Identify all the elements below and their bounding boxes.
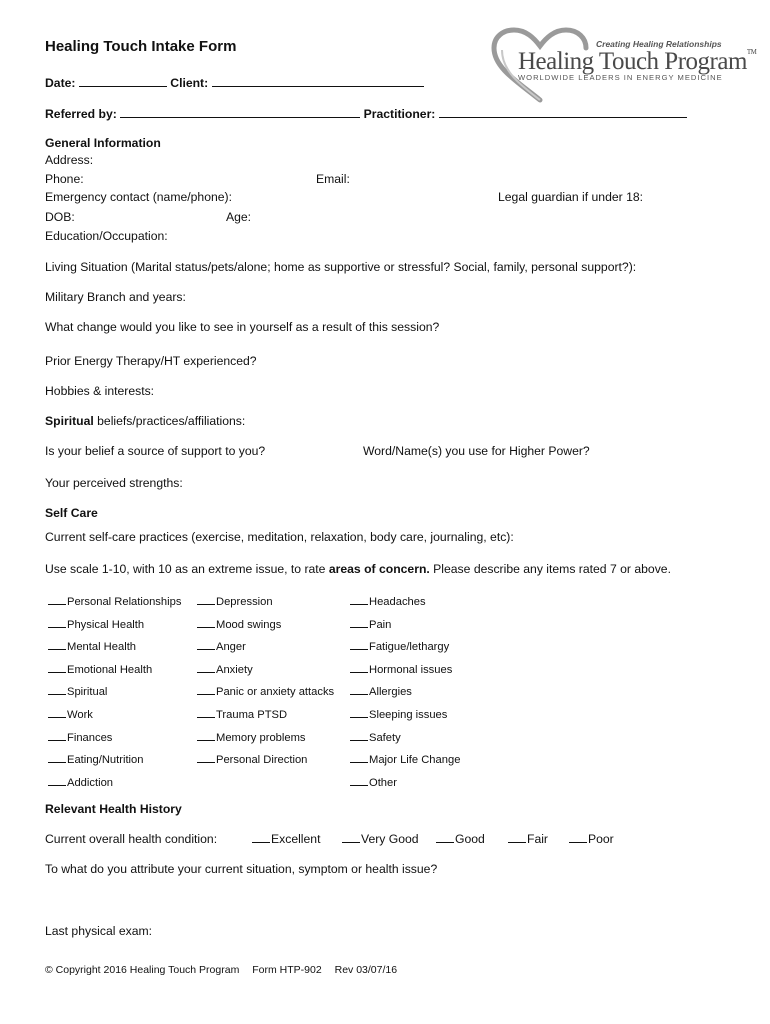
concern-item[interactable]	[350, 752, 460, 766]
concern-item[interactable]	[48, 684, 107, 698]
logo-tm: TM	[746, 48, 757, 56]
option-label: Good	[455, 832, 485, 846]
emergency-label: Emergency contact (name/phone):	[45, 190, 232, 204]
concern-item[interactable]	[350, 662, 452, 676]
concern-rating-blank[interactable]	[350, 684, 368, 695]
referred-field[interactable]	[120, 106, 360, 118]
scale-post: Please describe any items rated 7 or above.	[429, 562, 671, 576]
form-title: Healing Touch Intake Form	[45, 38, 237, 55]
practitioner-label: Practitioner:	[363, 107, 436, 121]
concern-rating-blank[interactable]	[197, 730, 215, 741]
concern-item[interactable]	[197, 639, 246, 653]
concern-label: Finances	[67, 732, 113, 744]
concern-label: Mental Health	[67, 641, 137, 653]
address-label: Address:	[45, 153, 94, 167]
concern-label: Panic or anxiety attacks	[216, 686, 335, 698]
concern-item[interactable]	[350, 594, 426, 608]
self-care-heading: Self Care	[45, 506, 98, 520]
client-field[interactable]	[212, 75, 424, 87]
concern-rating-blank[interactable]	[48, 662, 66, 673]
concern-item[interactable]	[197, 752, 307, 766]
option-label: Very Good	[361, 832, 419, 846]
concern-label: Pain	[369, 619, 392, 631]
concern-rating-blank[interactable]	[197, 752, 215, 763]
logo-name-text: Healing Touch Program	[518, 48, 747, 75]
last-exam-label: Last physical exam:	[45, 924, 153, 938]
concern-label: Depression	[216, 596, 273, 608]
concern-item[interactable]	[48, 730, 112, 744]
concern-rating-blank[interactable]	[197, 707, 215, 718]
spiritual-question	[45, 414, 245, 428]
footer-form: Form HTP-902	[252, 964, 322, 976]
option-poor[interactable]	[569, 832, 614, 846]
concern-rating-blank[interactable]	[48, 617, 66, 628]
concern-item[interactable]	[350, 707, 447, 721]
concern-label: Hormonal issues	[369, 664, 453, 676]
concern-rating-blank[interactable]	[48, 730, 66, 741]
option-good[interactable]	[436, 832, 485, 846]
concern-rating-blank[interactable]	[197, 684, 215, 695]
concern-label: Anger	[216, 641, 246, 653]
education-label: Education/Occupation:	[45, 229, 168, 243]
concern-rating-blank[interactable]	[197, 662, 215, 673]
concern-label: Major Life Change	[369, 754, 461, 766]
hobbies-question: Hobbies & interests:	[45, 384, 155, 398]
logo-subtitle: WORLDWIDE LEADERS IN ENERGY MEDICINE	[518, 73, 723, 82]
concern-item[interactable]	[197, 730, 306, 744]
option-label: Poor	[588, 832, 614, 846]
option-label: Fair	[527, 832, 548, 846]
concern-item[interactable]	[48, 639, 136, 653]
concern-rating-blank[interactable]	[197, 639, 215, 650]
concern-label: Physical Health	[67, 619, 145, 631]
concern-item[interactable]	[350, 617, 391, 631]
concern-rating-blank[interactable]	[48, 639, 66, 650]
concern-item[interactable]	[350, 775, 397, 789]
referred-practitioner-row	[45, 106, 687, 121]
concern-label: Personal Relationships	[67, 596, 182, 608]
client-label: Client:	[170, 76, 209, 90]
concern-label: Headaches	[369, 596, 426, 608]
option-very-good[interactable]	[342, 832, 419, 846]
health-history-heading: Relevant Health History	[45, 802, 182, 816]
practitioner-field[interactable]	[439, 106, 687, 118]
logo-name	[518, 48, 756, 76]
concern-label: Mood swings	[216, 619, 282, 631]
concern-rating-blank[interactable]	[48, 707, 66, 718]
scale-pre: Use scale 1-10, with 10 as an extreme issue, to rate	[45, 562, 329, 576]
concern-label: Sleeping issues	[369, 709, 448, 721]
higher-power-question: Word/Name(s) you use for Higher Power?	[363, 444, 590, 458]
spiritual-bold: Spiritual	[45, 414, 94, 428]
concern-label: Spiritual	[67, 686, 108, 698]
option-fair[interactable]	[508, 832, 548, 846]
concern-item[interactable]	[48, 707, 93, 721]
concern-rating-blank[interactable]	[350, 707, 368, 718]
concern-label: Other	[369, 777, 397, 789]
strengths-question: Your perceived strengths:	[45, 476, 183, 490]
phone-label: Phone:	[45, 172, 84, 186]
concern-rating-blank[interactable]	[350, 662, 368, 673]
option-label: Excellent	[271, 832, 321, 846]
concern-item[interactable]	[350, 684, 412, 698]
concern-label: Anxiety	[216, 664, 253, 676]
footer	[45, 964, 397, 976]
concern-label: Personal Direction	[216, 754, 308, 766]
spiritual-rest: beliefs/practices/affiliations:	[93, 414, 246, 428]
concern-rating-blank[interactable]	[48, 752, 66, 763]
guardian-label: Legal guardian if under 18:	[498, 190, 644, 204]
footer-copyright: © Copyright 2016 Healing Touch Program	[45, 964, 240, 976]
belief-question: Is your belief a source of support to you?	[45, 444, 266, 458]
concern-item[interactable]	[197, 594, 273, 608]
option-blank[interactable]	[342, 832, 360, 843]
concern-label: Trauma PTSD	[216, 709, 288, 721]
concern-item[interactable]	[48, 752, 144, 766]
concern-item[interactable]	[350, 730, 401, 744]
referred-label: Referred by:	[45, 107, 117, 121]
date-field[interactable]	[79, 75, 167, 87]
concern-item[interactable]	[197, 662, 253, 676]
option-blank[interactable]	[252, 832, 270, 843]
concern-label: Emotional Health	[67, 664, 153, 676]
option-excellent[interactable]	[252, 832, 320, 846]
self-care-practices: Current self-care practices (exercise, meditation, relaxation, body care, journaling, etc):	[45, 530, 514, 544]
concern-label: Addiction	[67, 777, 114, 789]
concern-item[interactable]	[197, 707, 287, 721]
concern-rating-blank[interactable]	[350, 617, 368, 628]
military-question: Military Branch and years:	[45, 290, 186, 304]
dob-label: DOB:	[45, 210, 75, 224]
concern-rating-blank[interactable]	[350, 730, 368, 741]
living-situation-question: Living Situation (Marital status/pets/alone; home as supportive or stressful? Social, family, personal support?):	[45, 260, 637, 274]
option-blank[interactable]	[436, 832, 454, 843]
change-question: What change would you like to see in yourself as a result of this session?	[45, 320, 440, 334]
concern-item[interactable]	[48, 662, 152, 676]
scale-instructions	[45, 562, 671, 576]
condition-label: Current overall health condition:	[45, 832, 218, 846]
concern-label: Fatigue/lethargy	[369, 641, 450, 653]
date-client-row	[45, 75, 424, 90]
concern-rating-blank[interactable]	[350, 639, 368, 650]
concern-rating-blank[interactable]	[350, 775, 368, 786]
option-blank[interactable]	[508, 832, 526, 843]
concern-item[interactable]	[197, 684, 334, 698]
age-label: Age:	[226, 210, 252, 224]
concern-rating-blank[interactable]	[48, 775, 66, 786]
logo-tagline: Creating Healing Relationships	[596, 39, 722, 49]
concern-rating-blank[interactable]	[350, 594, 368, 605]
concern-item[interactable]	[350, 639, 449, 653]
attribute-question: To what do you attribute your current situation, symptom or health issue?	[45, 862, 438, 876]
concern-rating-blank[interactable]	[350, 752, 368, 763]
concern-label: Work	[67, 709, 93, 721]
concern-rating-blank[interactable]	[48, 594, 66, 605]
prior-therapy-question: Prior Energy Therapy/HT experienced?	[45, 354, 257, 368]
concern-rating-blank[interactable]	[197, 594, 215, 605]
concern-rating-blank[interactable]	[197, 617, 215, 628]
scale-bold: areas of concern.	[328, 562, 430, 576]
footer-rev: Rev 03/07/16	[334, 964, 398, 976]
option-blank[interactable]	[569, 832, 587, 843]
healing-touch-logo	[488, 26, 757, 104]
concern-item[interactable]	[48, 617, 144, 631]
concern-label: Memory problems	[216, 732, 306, 744]
concern-label: Eating/Nutrition	[67, 754, 144, 766]
general-heading: General Information	[45, 136, 161, 150]
concern-label: Safety	[369, 732, 401, 744]
concern-item[interactable]	[197, 617, 281, 631]
concern-item[interactable]	[48, 594, 181, 608]
concern-label: Allergies	[369, 686, 412, 698]
date-label: Date:	[45, 76, 76, 90]
concern-item[interactable]	[48, 775, 113, 789]
concern-rating-blank[interactable]	[48, 684, 66, 695]
email-label: Email:	[316, 172, 350, 186]
